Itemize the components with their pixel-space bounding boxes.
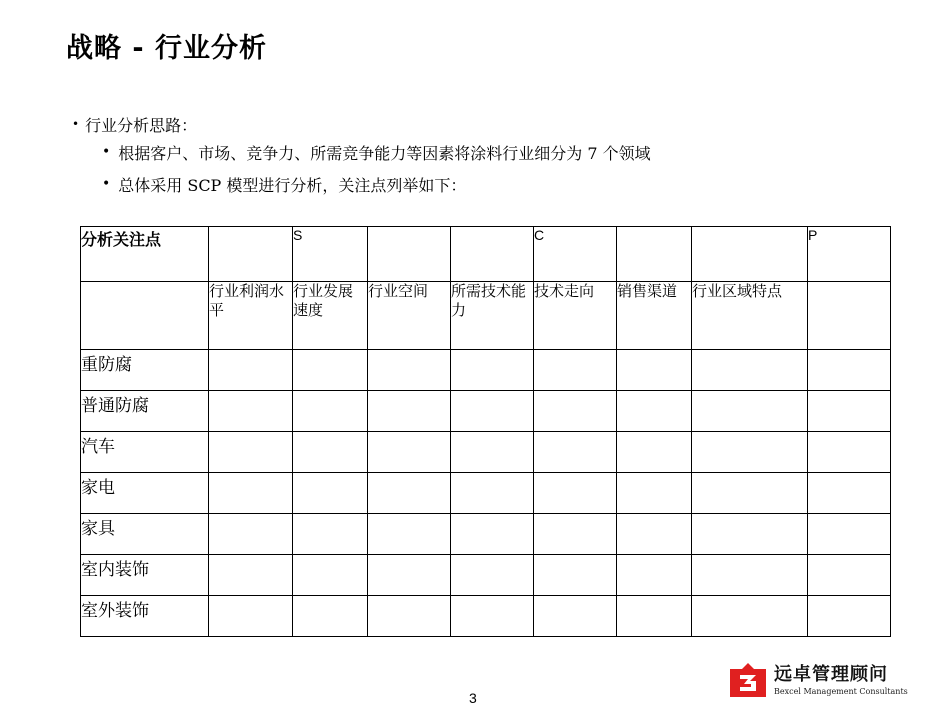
row-label: 家具 bbox=[81, 514, 209, 555]
table-cell bbox=[368, 432, 451, 473]
table-subheader-row bbox=[81, 282, 891, 350]
table-cell bbox=[368, 555, 451, 596]
table-cell bbox=[617, 514, 692, 555]
table-cell bbox=[692, 473, 808, 514]
table-cell bbox=[451, 391, 534, 432]
table-row bbox=[81, 596, 891, 637]
table-cell bbox=[209, 473, 293, 514]
row-label: 家电 bbox=[81, 473, 209, 514]
table-cell bbox=[534, 596, 617, 637]
table-cell bbox=[293, 555, 368, 596]
header-cell bbox=[617, 227, 692, 282]
table-cell bbox=[293, 596, 368, 637]
subheader-cell: 行业利润水平 bbox=[209, 282, 293, 350]
row-label: 普通防腐 bbox=[81, 391, 209, 432]
table-row bbox=[81, 514, 891, 555]
table-cell bbox=[534, 350, 617, 391]
table-cell bbox=[808, 473, 891, 514]
table-cell bbox=[209, 350, 293, 391]
table-cell bbox=[808, 514, 891, 555]
table-cell bbox=[808, 432, 891, 473]
bullet-dot: • bbox=[102, 144, 111, 160]
table-cell bbox=[451, 473, 534, 514]
table-cell bbox=[209, 432, 293, 473]
table-cell bbox=[692, 432, 808, 473]
table-cell bbox=[617, 596, 692, 637]
bullet-dot: • bbox=[102, 176, 111, 192]
table-cell bbox=[293, 514, 368, 555]
table-cell bbox=[293, 432, 368, 473]
header-cell bbox=[368, 227, 451, 282]
table-row bbox=[81, 350, 891, 391]
table-cell bbox=[534, 432, 617, 473]
table-cell bbox=[451, 350, 534, 391]
table-row bbox=[81, 432, 891, 473]
logo-name-en: Bexcel Management Consultants bbox=[774, 687, 908, 696]
bullet-list bbox=[72, 112, 651, 200]
table-cell bbox=[368, 350, 451, 391]
row-label: 室外装饰 bbox=[81, 596, 209, 637]
table-cell bbox=[534, 391, 617, 432]
table-cell bbox=[209, 391, 293, 432]
subheader-cell: 行业区域特点 bbox=[692, 282, 808, 350]
table-cell bbox=[534, 555, 617, 596]
group-label-c: C bbox=[534, 227, 617, 282]
header-cell bbox=[209, 227, 293, 282]
table-cell bbox=[451, 432, 534, 473]
table-cell bbox=[692, 514, 808, 555]
table-row bbox=[81, 473, 891, 514]
group-label-s: S bbox=[293, 227, 368, 282]
logo-mark-icon bbox=[728, 661, 768, 699]
row-label: 室内装饰 bbox=[81, 555, 209, 596]
subheader-cell bbox=[808, 282, 891, 350]
table-cell bbox=[692, 555, 808, 596]
table-cell bbox=[293, 473, 368, 514]
subheader-cell: 销售渠道 bbox=[617, 282, 692, 350]
analysis-table bbox=[80, 226, 891, 637]
table-cell bbox=[692, 596, 808, 637]
table-cell bbox=[368, 391, 451, 432]
table-row bbox=[81, 555, 891, 596]
table-cell bbox=[692, 391, 808, 432]
row-label: 重防腐 bbox=[81, 350, 209, 391]
logo-text bbox=[774, 664, 908, 696]
row-label: 汽车 bbox=[81, 432, 209, 473]
page-title: 战略 - 行业分析 bbox=[66, 33, 268, 64]
table-cell bbox=[617, 473, 692, 514]
subheader-cell: 所需技术能力 bbox=[451, 282, 534, 350]
table-cell bbox=[451, 514, 534, 555]
subheader-cell: 行业空间 bbox=[368, 282, 451, 350]
table-cell bbox=[368, 596, 451, 637]
table-cell bbox=[808, 596, 891, 637]
table-cell bbox=[293, 391, 368, 432]
table-header-row bbox=[81, 227, 891, 282]
table-cell bbox=[293, 350, 368, 391]
logo-name-cn: 远卓管理顾问 bbox=[774, 664, 888, 685]
table-cell bbox=[617, 391, 692, 432]
table-cell bbox=[808, 350, 891, 391]
table-cell bbox=[209, 555, 293, 596]
subheader-cell: 行业发展速度 bbox=[293, 282, 368, 350]
company-logo bbox=[728, 661, 908, 699]
bullet-level2-text: 总体采用 SCP 模型进行分析，关注点列举如下： bbox=[118, 175, 467, 195]
table-cell bbox=[209, 514, 293, 555]
bullet-level2 bbox=[72, 136, 651, 168]
table-cell bbox=[692, 350, 808, 391]
page-number: 3 bbox=[469, 690, 477, 706]
table-cell bbox=[808, 555, 891, 596]
group-label-p: P bbox=[808, 227, 891, 282]
bullet-level2 bbox=[72, 168, 651, 200]
table-cell bbox=[368, 473, 451, 514]
table-row bbox=[81, 391, 891, 432]
bullet-level2-text: 根据客户、市场、竞争力、所需竞争能力等因素将涂料行业细分为 7 个领域 bbox=[118, 143, 651, 163]
table-cell bbox=[617, 555, 692, 596]
table-cell bbox=[617, 432, 692, 473]
subheader-cell: 技术走向 bbox=[534, 282, 617, 350]
table-cell bbox=[451, 555, 534, 596]
header-cell bbox=[692, 227, 808, 282]
table-cell bbox=[534, 473, 617, 514]
corner-label: 分析关注点 bbox=[81, 227, 209, 282]
table-cell bbox=[534, 514, 617, 555]
bullet-level1-text: 行业分析思路： bbox=[85, 115, 198, 135]
table-cell bbox=[617, 350, 692, 391]
bullet-level1 bbox=[72, 112, 651, 136]
header-cell bbox=[451, 227, 534, 282]
table-cell bbox=[368, 514, 451, 555]
table-cell bbox=[808, 391, 891, 432]
table-cell bbox=[451, 596, 534, 637]
table-cell bbox=[209, 596, 293, 637]
subheader-cell bbox=[81, 282, 209, 350]
bullet-dot: • bbox=[72, 117, 80, 131]
